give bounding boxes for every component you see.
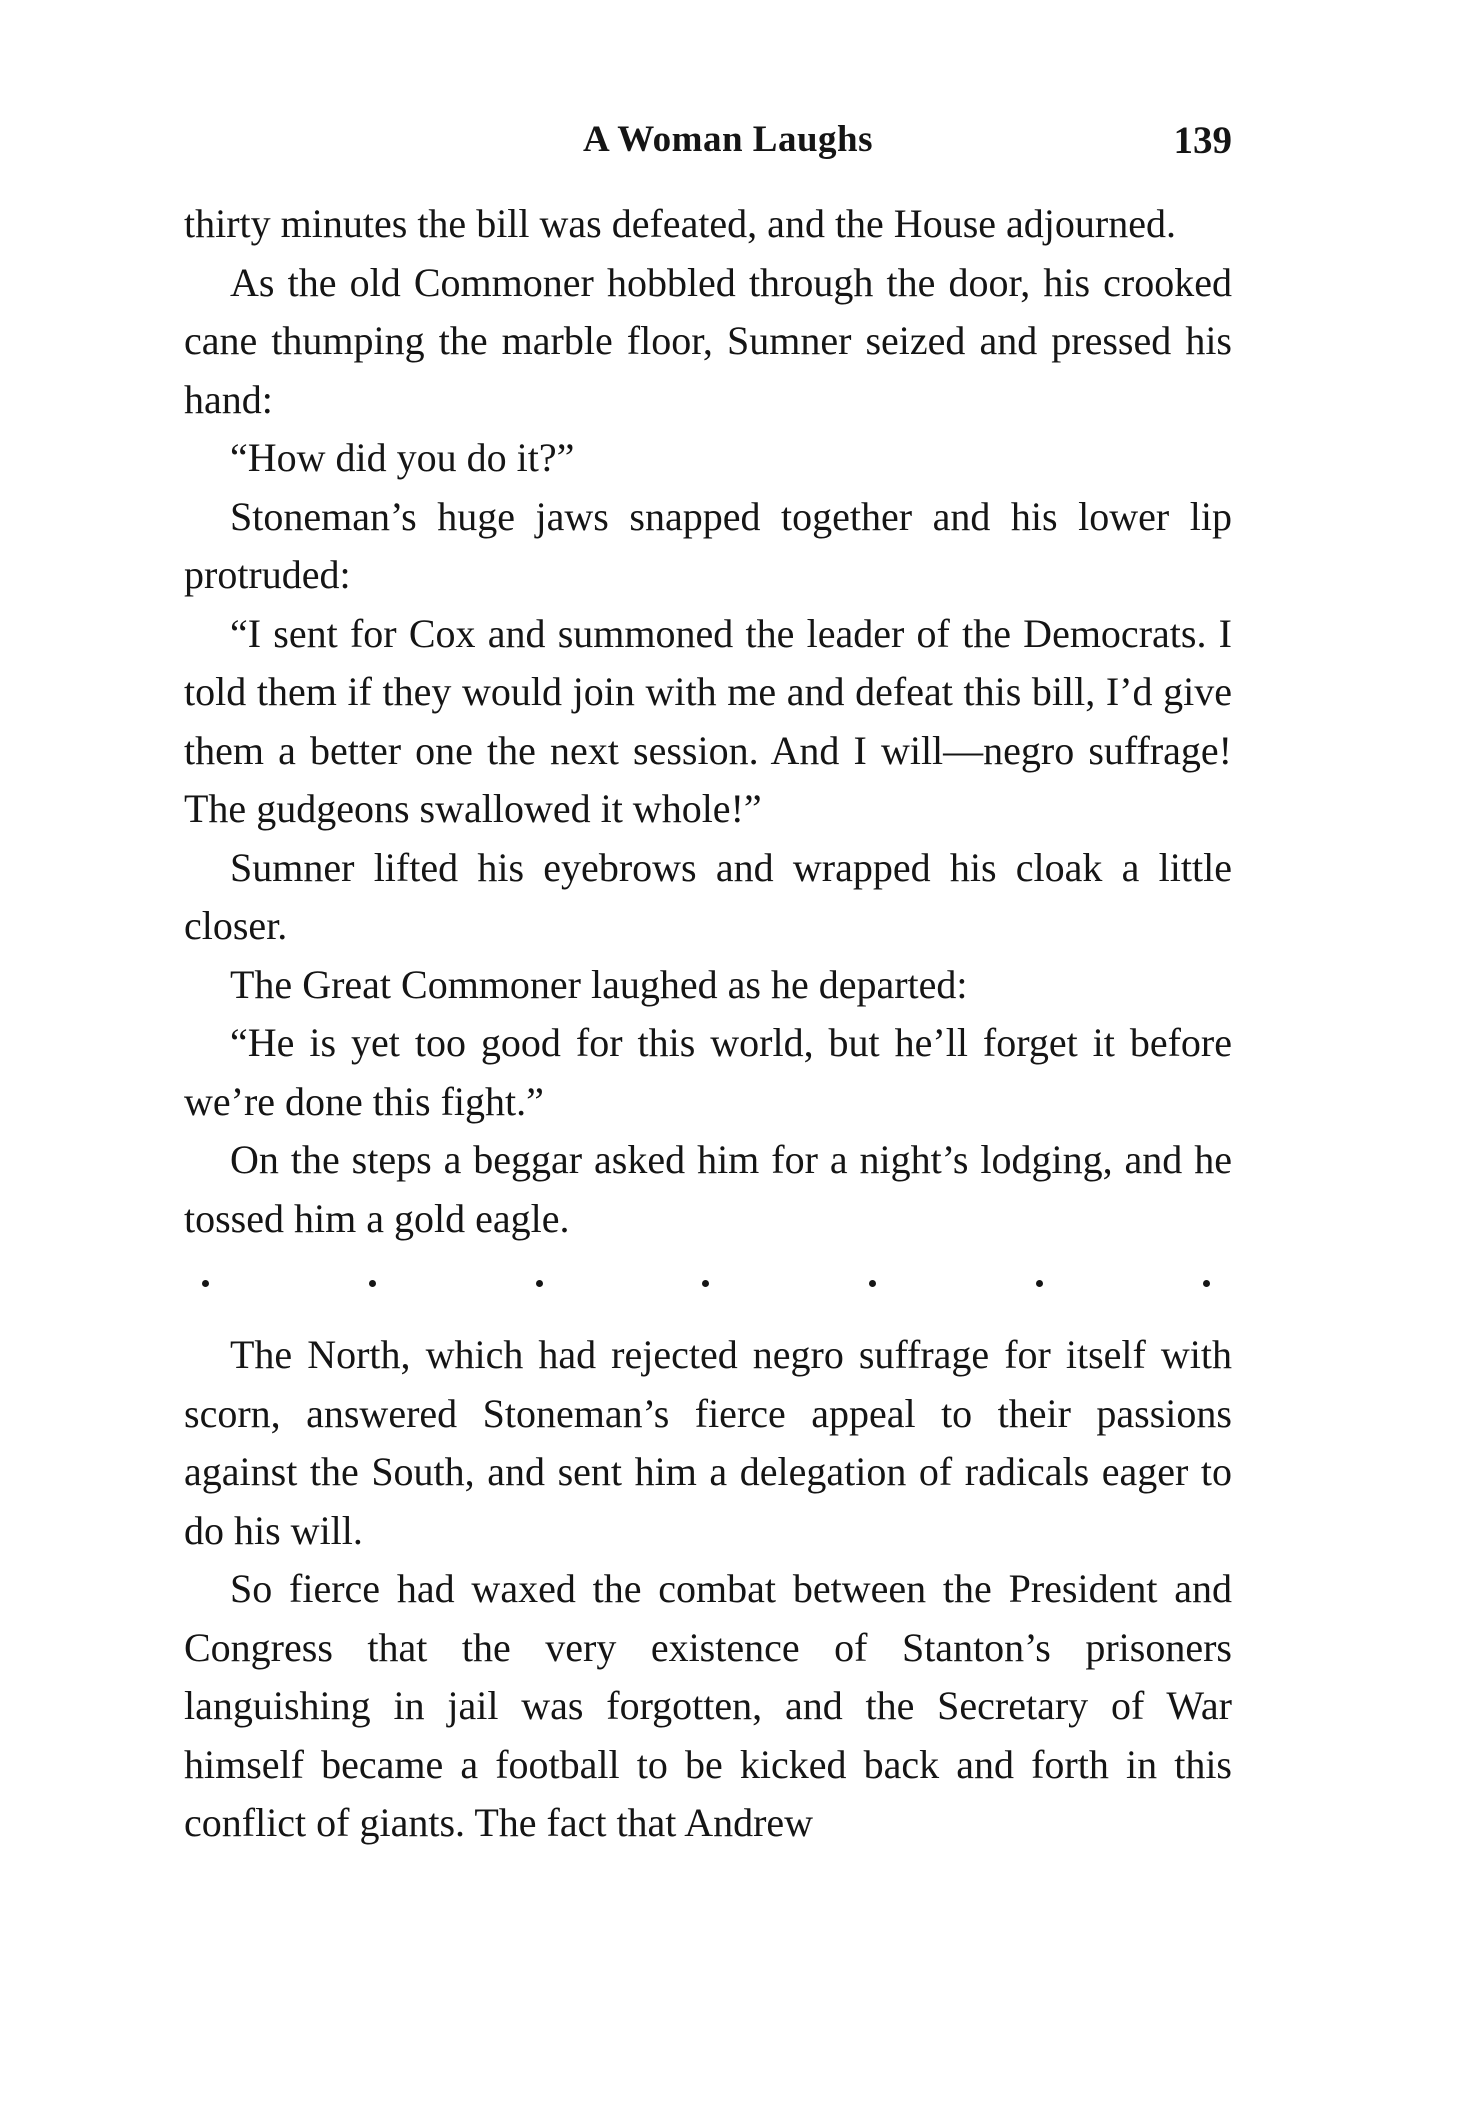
page-number: 139 (1173, 119, 1232, 162)
ellipsis-dot (869, 1280, 876, 1287)
paragraph: Stoneman’s huge jaws snapped together and his lower lip protruded: (184, 493, 1232, 597)
section-break (184, 1254, 1232, 1312)
ellipsis-dot (202, 1280, 209, 1287)
paragraph: The North, which had rejected negro suffrage for itself with scorn, answered Stoneman’s fierce appeal to their passions against the South, and sent him a delegation of radicals eager to do his will. (184, 1332, 1232, 1553)
ellipsis-dot (536, 1280, 543, 1287)
paragraph: The Great Commoner laughed as he departed: (230, 961, 968, 1007)
paragraph: Sumner lifted his eyebrows and wrapped his cloak a little closer. (184, 844, 1232, 948)
running-title: A Woman Laughs (582, 119, 874, 160)
ellipsis-dot (702, 1280, 709, 1287)
paragraph: On the steps a beggar asked him for a night’s lodging, and he tossed him a gold eagle. (184, 1137, 1232, 1241)
paragraph: thirty minutes the bill was defeated, and the House adjourned. (184, 201, 1176, 246)
ellipsis-dot (1203, 1280, 1210, 1287)
paragraph: As the old Commoner hobbled through the door, his crooked cane thumping the marble floor, Sumner seized and pressed his hand: (184, 259, 1232, 422)
ellipsis-dot (1036, 1280, 1043, 1287)
ellipsis-dot (369, 1280, 376, 1287)
paragraph: “How did you do it?” (230, 435, 575, 480)
paragraph: “He is yet too good for this world, but he’ll forget it before we’re done this fight.” (184, 1020, 1232, 1124)
body-text (184, 195, 1232, 1853)
page-header (184, 118, 1232, 178)
paragraph: So fierce had waxed the combat between the President and Congress that the very existence of Stanton’s prisoners languishing in jail was forgotten, and the Secretary of War himself became a football to be kicked back and forth in this conflict of giants. The fact that Andrew (184, 1566, 1232, 1845)
paragraph: “I sent for Cox and summoned the leader of the Democrats. I told them if they would join with me and defeat this bill, I’d give them a better one the next session. And I will—negro suffrage! The gudgeons swallowed it whole!” (184, 610, 1232, 831)
